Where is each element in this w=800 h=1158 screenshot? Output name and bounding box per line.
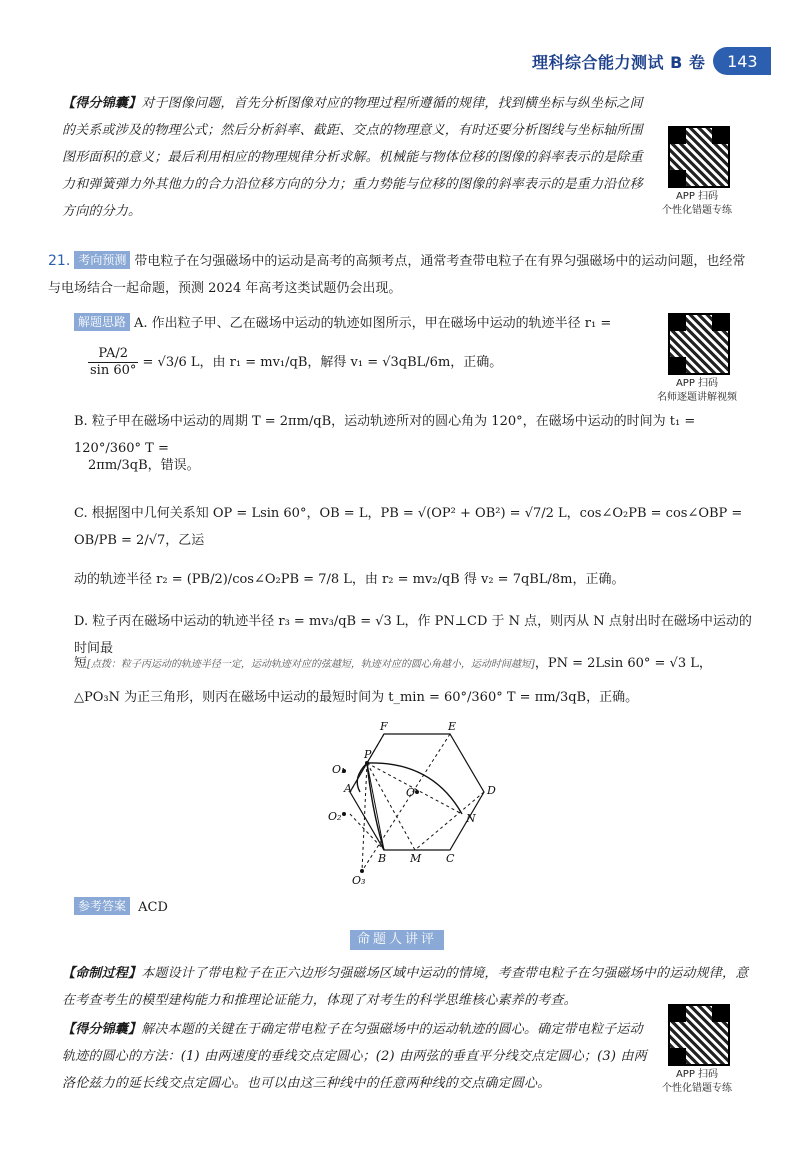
solution-tag: 解题思路 <box>74 313 130 331</box>
commentary-banner: 命题人讲评 <box>350 930 444 950</box>
process-text: 本题设计了带电粒子在正六边形匀强磁场区域中运动的情境，考查带电粒子在匀强磁场中的运动规律，意在考查考生的模型建构能力和推理论证能力，体现了对考生的科学思维核心素养的考查。 <box>62 966 749 1008</box>
qr-caption: APP 扫码 名师逐题讲解视频 <box>657 378 737 403</box>
qr-caption: APP 扫码 个性化错题专练 <box>662 191 732 216</box>
qr-code[interactable] <box>668 1004 730 1066</box>
solution-d-line3: △PO₃N 为正三角形，则丙在磁场中运动的最短时间为 t_min = 60°/360° T = πm/3qB，正确。 <box>74 690 639 705</box>
process-block <box>62 960 752 1014</box>
label-F: F <box>380 720 388 733</box>
exam-forecast-tag: 考向预测 <box>74 251 130 269</box>
qr-caption: APP 扫码 个性化错题专练 <box>662 1069 732 1094</box>
tip-block-1 <box>62 90 652 225</box>
tip-label: 【得分锦囊】 <box>62 96 142 111</box>
solution-d-line1: D. 粒子丙在磁场中运动的轨迹半径 r₃ = mv₃/qB = √3 L，作 PN⊥CD 于 N 点，则丙从 N 点射出时在磁场中运动的时间最 <box>74 614 752 656</box>
qr-code[interactable] <box>668 313 730 375</box>
solution-a-line2: $\frac{PA/2}{\sin 60^\circ}$ = √3/6 L，由 r₁ = mv₁/qB，解得 v₁ = √3qBL/6m，正确。 <box>90 346 503 378</box>
label-B: B <box>378 852 387 865</box>
label-C: C <box>446 852 455 865</box>
page-number: 143 <box>713 47 771 75</box>
answer-value: ACD <box>138 900 168 915</box>
label-O3: O₃ <box>352 874 366 886</box>
process-label: 【命制过程】 <box>62 966 142 981</box>
tip-block-2 <box>62 1016 652 1097</box>
question-21 <box>48 248 748 302</box>
label-E: E <box>448 720 457 733</box>
label-P: P <box>364 748 372 761</box>
label-N: N <box>466 812 476 825</box>
hint-note: [点拨：粒子丙运动的轨迹半径一定，运动轨迹对应的弦越短，轨迹对应的圆心角越小，运动时间越短] <box>87 659 535 670</box>
solution-b-line1: B. 粒子甲在磁场中运动的周期 T = 2πm/qB，运动轨迹所对的圆心角为 120°，在磁场中运动的时间为 t₁ = 120°/360° T = <box>74 414 696 456</box>
solution-a-line1: 解题思路 A. 作出粒子甲、乙在磁场中运动的轨迹如图所示，甲在磁场中运动的轨迹半径 r₁ = <box>74 310 652 337</box>
page-header <box>532 46 771 76</box>
tip-text: 解决本题的关键在于确定带电粒子在匀强磁场中的运动轨迹的圆心。确定带电粒子运动轨迹的圆心的方法：(1) 由两速度的垂线交点定圆心；(2) 由两弦的垂直平分线交点定圆心；(3) 由两洛伦兹力的延长线交点定圆心。也可以由这三种线中的任意两种线的交点确定圆心。 <box>62 1022 647 1091</box>
label-O1: O₁ <box>332 763 346 776</box>
solution-c-line2: 动的轨迹半径 r₂ = (PB/2)/cos∠O₂PB = 7/8 L，由 r₂ = mv₂/qB 得 v₂ = 7qBL/8m，正确。 <box>74 572 625 587</box>
tip-text: 对于图像问题，首先分析图像对应的物理过程所遵循的规律，找到横坐标与纵坐标之间的关系或涉及的物理公式；然后分析斜率、截距、交点的物理意义，有时还要分析图线与坐标轴所围图形面积的意义；最后利用相应的物理规律分析求解。机械能与物体位移的图像的斜率表示的是除重力和弹簧弹力外其他力的合力沿位移方向的分力；重力势能与位移的图像的斜率表示的是重力沿位移方向的分力。 <box>62 96 643 219</box>
header-title: 理科综合能力测试 B 卷 <box>532 52 706 72</box>
reference-answer <box>74 894 374 921</box>
hexagon-trajectory-figure <box>322 716 512 886</box>
label-A: A <box>344 782 352 795</box>
solution-b-line2: 2πm/3qB，错误。 <box>88 458 200 473</box>
label-O: O <box>406 786 416 799</box>
qr-code[interactable] <box>668 126 730 188</box>
label-M: M <box>410 852 422 865</box>
question-text: 带电粒子在匀强磁场中的运动是高考的高频考点，通常考查带电粒子在有界匀强磁场中的运动问题，也经常与电场结合一起命题，预测 2024 年高考这类试题仍会出现。 <box>48 254 746 296</box>
solution-c-line1: C. 根据图中几何关系知 OP = Lsin 60°，OB = L，PB = √(OP² + OB²) = √7/2 L，cos∠O₂PB = cos∠OBP = OB/PB = 2/√7，乙运 <box>74 506 743 548</box>
label-O2: O₂ <box>328 810 342 823</box>
solution-d-line2: 短[点拨：粒子丙运动的轨迹半径一定，运动轨迹对应的弦越短，轨迹对应的圆心角越小，运动时间越短]，PN = 2Lsin 60° = √3 L， <box>74 656 712 671</box>
label-D: D <box>487 784 496 797</box>
fraction: $\frac{PA/2}{\sin 60^\circ}$ <box>90 346 137 378</box>
answer-tag: 参考答案 <box>74 897 130 915</box>
tip-label: 【得分锦囊】 <box>62 1022 142 1037</box>
question-number: 21. <box>48 253 71 269</box>
